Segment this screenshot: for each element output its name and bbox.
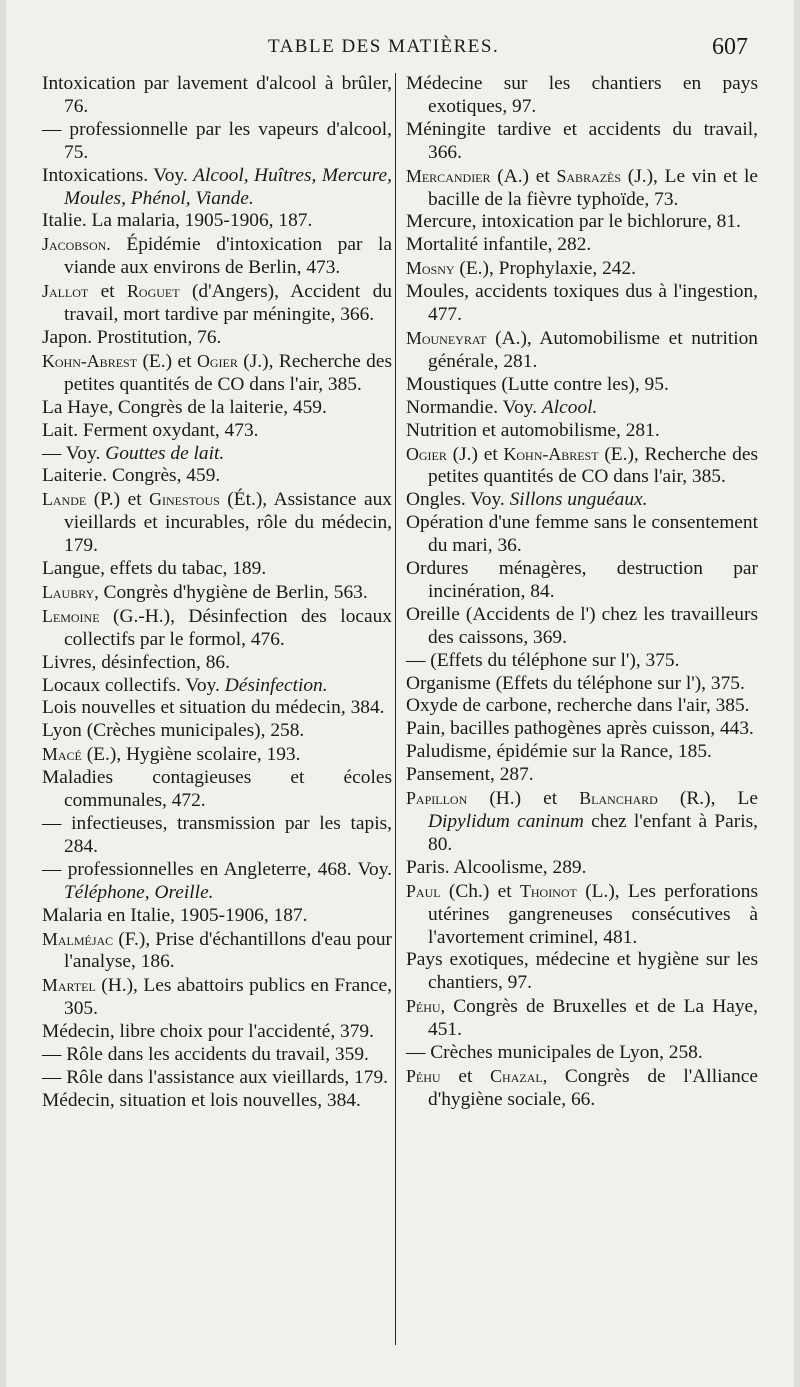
index-entry bbox=[42, 605, 392, 652]
entry-text: Mortalité infantile, 282. bbox=[406, 234, 592, 256]
index-entry bbox=[42, 488, 392, 558]
entry-text: (F.), Prise d'échantillons d'eau pour l'analyse, 186. bbox=[64, 928, 392, 973]
entry-text: — professionnelle par les vapeurs d'alcool, 75. bbox=[42, 118, 392, 163]
author-name: Papillon bbox=[406, 788, 468, 809]
entry-text: Maladies contagieuses et écoles communales, 472. bbox=[42, 767, 392, 812]
entry-text: Laiterie. Congrès, 459. bbox=[42, 465, 221, 487]
entry-text: Langue, effets du tabac, 189. bbox=[42, 558, 267, 580]
index-entry bbox=[42, 443, 392, 466]
index-entry bbox=[406, 165, 758, 212]
index-entry bbox=[42, 720, 392, 743]
index-entry bbox=[406, 257, 758, 281]
italic-reference: Dipylidum caninum bbox=[428, 811, 584, 832]
entry-text: (R.), Le bbox=[657, 788, 758, 810]
index-entry bbox=[406, 995, 758, 1042]
author-name: Lemoine bbox=[42, 605, 100, 626]
entry-text: (H.) et bbox=[467, 788, 580, 810]
author-name: Sabrazès bbox=[556, 165, 622, 186]
book-page bbox=[6, 0, 794, 1387]
index-entry bbox=[406, 718, 758, 741]
index-entry bbox=[42, 928, 392, 975]
entry-text: Congrès de Bruxelles et de La Haye, 451. bbox=[428, 996, 758, 1041]
entry-text: (E.), Prophylaxie, 242. bbox=[454, 258, 637, 280]
entry-text: Congrès de l'Alliance d'hygiène sociale, 66. bbox=[428, 1065, 758, 1110]
index-entry bbox=[42, 905, 392, 928]
italic-reference: Sillons unguéaux. bbox=[509, 489, 648, 511]
entry-text: (E.), Hygiène scolaire, 193. bbox=[81, 744, 301, 766]
entry-text: — Rôle dans les accidents du travail, 359. bbox=[42, 1044, 369, 1066]
index-entry bbox=[42, 558, 392, 581]
entry-text: (H.), Les abattoirs publics en France, 305. bbox=[64, 975, 392, 1020]
index-entry bbox=[406, 73, 758, 119]
index-entry bbox=[406, 443, 758, 490]
entry-text: Congrès d'hygiène de Berlin, 563. bbox=[98, 581, 368, 603]
entry-text: Locaux collectifs. Voy. bbox=[42, 674, 225, 696]
entry-text: Méningite tardive et accidents du travail, 366. bbox=[406, 118, 758, 163]
entry-text: Normandie. Voy. bbox=[406, 396, 542, 418]
author-name: Chazal, bbox=[490, 1065, 548, 1086]
index-column-right bbox=[406, 73, 758, 1112]
entry-text: Livres, désinfection, 86. bbox=[42, 651, 230, 673]
index-entry bbox=[42, 1090, 392, 1113]
entry-text: La Haye, Congrès de la laiterie, 459. bbox=[42, 396, 327, 418]
entry-text: — infectieuses, transmission par les tapis, 284. bbox=[42, 813, 392, 857]
entry-text: et bbox=[440, 1065, 491, 1087]
index-entry bbox=[42, 280, 392, 327]
index-entry bbox=[406, 281, 758, 327]
index-entry bbox=[406, 650, 758, 673]
entry-text: Lyon (Crèches municipales), 258. bbox=[42, 720, 305, 742]
author-name: Thoinot bbox=[519, 880, 577, 901]
entry-text: Médecine sur les chantiers en pays exotiques, 97. bbox=[406, 73, 758, 117]
entry-text: Organisme (Effets du téléphone sur l'), 375. bbox=[406, 672, 745, 694]
entry-text: Ordures ménagères, destruction par incinération, 84. bbox=[406, 558, 758, 602]
author-name: Laubry, bbox=[42, 581, 99, 602]
author-name: Ginestous bbox=[149, 489, 220, 510]
entry-text: (J.), Le vin et le bacille de la fièvre typhoïde, 73. bbox=[428, 165, 758, 210]
author-name: Mercandier bbox=[406, 165, 491, 186]
index-entry bbox=[42, 1067, 392, 1090]
author-name: Jacobson. bbox=[42, 234, 111, 255]
author-name: Jallot bbox=[42, 281, 89, 302]
entry-text: (E.) et bbox=[137, 350, 197, 372]
author-name: Mosny bbox=[406, 258, 455, 279]
index-entry bbox=[406, 211, 758, 234]
entry-text: Lois nouvelles et situation du médecin, 384. bbox=[42, 697, 385, 719]
index-entry bbox=[406, 234, 758, 257]
entry-text: Ongles. Voy. bbox=[406, 489, 510, 511]
index-entry bbox=[42, 233, 392, 280]
entry-text: chez l'enfant à Paris, 80. bbox=[428, 811, 758, 855]
index-entry bbox=[42, 581, 392, 605]
index-entry bbox=[42, 675, 392, 698]
entry-text: Paris. Alcoolisme, 289. bbox=[406, 856, 587, 878]
index-entry bbox=[406, 119, 758, 165]
index-entry bbox=[42, 210, 392, 233]
index-entry bbox=[42, 697, 392, 720]
author-name: Martel bbox=[42, 975, 96, 996]
author-name: Ogier bbox=[406, 443, 447, 464]
italic-reference: Gouttes de lait. bbox=[105, 442, 225, 464]
entry-text: Oreille (Accidents de l') chez les travailleurs des caissons, 369. bbox=[406, 603, 758, 648]
index-entry bbox=[42, 652, 392, 675]
entry-text: Oxyde de carbone, recherche dans l'air, 385. bbox=[406, 695, 750, 717]
index-entry bbox=[42, 420, 392, 443]
entry-text: (G.-H.), Désinfection des locaux collectifs par le formol, 476. bbox=[64, 605, 392, 650]
entry-text: Moules, accidents toxiques dus à l'ingestion, 477. bbox=[406, 281, 758, 326]
index-entry bbox=[406, 420, 758, 443]
entry-text: Mercure, intoxication par le bichlorure, 81. bbox=[406, 211, 741, 233]
italic-reference: Téléphone, Oreille. bbox=[64, 881, 214, 903]
running-title: TABLE DES MATIÈRES. bbox=[268, 36, 500, 57]
entry-text: Lait. Ferment oxydant, 473. bbox=[42, 419, 259, 441]
entry-text: (J.) et bbox=[446, 443, 504, 465]
author-name: Mouneyrat bbox=[406, 327, 487, 348]
author-name: Péhu bbox=[406, 1065, 441, 1086]
index-entry bbox=[42, 327, 392, 350]
entry-text: Épidémie d'intoxication par la viande aux environs de Berlin, 473. bbox=[64, 234, 392, 279]
author-name: Paul bbox=[406, 880, 441, 901]
index-entry bbox=[406, 558, 758, 604]
index-entry bbox=[406, 1042, 758, 1065]
entry-text: Pays exotiques, médecine et hygiène sur les chantiers, 97. bbox=[406, 949, 758, 994]
page-number: 607 bbox=[712, 34, 748, 60]
entry-text: et bbox=[88, 281, 128, 303]
index-entry bbox=[42, 119, 392, 165]
index-entry bbox=[42, 1021, 392, 1044]
entry-text: (A.) et bbox=[490, 165, 557, 187]
index-entry bbox=[406, 787, 758, 857]
entry-text: (E.), Recherche des petites quantités de CO dans l'air, 385. bbox=[428, 443, 758, 488]
index-entry bbox=[406, 397, 758, 420]
entry-text: (Ch.) et bbox=[440, 880, 520, 902]
index-entry bbox=[406, 512, 758, 558]
entry-text: Japon. Prostitution, 76. bbox=[42, 326, 222, 348]
entry-text: Intoxication par lavement d'alcool à brûler, 76. bbox=[42, 73, 392, 117]
entry-text: — professionnelles en Angleterre, 468. Voy. bbox=[42, 858, 392, 880]
index-entry bbox=[42, 859, 392, 905]
index-entry bbox=[406, 489, 758, 512]
index-column-left bbox=[42, 73, 392, 1113]
index-entry bbox=[42, 165, 392, 211]
index-entry bbox=[406, 857, 758, 880]
index-entry bbox=[406, 741, 758, 764]
italic-reference: Alcool, Huîtres, Mercure, Moules, Phénol, Viande. bbox=[64, 164, 392, 209]
entry-text: (A.), Automobilisme et nutrition générale, 281. bbox=[428, 327, 758, 372]
entry-text: Intoxications. Voy. bbox=[42, 164, 194, 186]
entry-text: (Ét.), Assistance aux vieillards et incurables, rôle du médecin, 179. bbox=[64, 489, 393, 557]
entry-text: Nutrition et automobilisme, 281. bbox=[406, 419, 660, 441]
index-entry bbox=[42, 350, 392, 397]
author-name: Macé bbox=[42, 744, 82, 765]
author-name: Roguet bbox=[127, 281, 180, 302]
index-entry bbox=[42, 767, 392, 813]
column-divider bbox=[395, 73, 396, 1345]
index-entry bbox=[42, 397, 392, 420]
entry-text: Italie. La malaria, 1905-1906, 187. bbox=[42, 210, 313, 232]
entry-text: Pain, bacilles pathogènes après cuisson, 443. bbox=[406, 718, 754, 740]
entry-text: (d'Angers), Accident du travail, mort tardive par méningite, 366. bbox=[64, 281, 392, 326]
entry-text: (P.) et bbox=[86, 489, 150, 511]
entry-text: Opération d'une femme sans le consentement du mari, 36. bbox=[406, 512, 758, 557]
index-entry bbox=[406, 673, 758, 696]
italic-reference: Alcool. bbox=[541, 396, 598, 418]
italic-reference: Désinfection. bbox=[224, 674, 328, 696]
entry-text: Malaria en Italie, 1905-1906, 187. bbox=[42, 904, 308, 926]
index-entry bbox=[42, 974, 392, 1021]
author-name: Lande bbox=[42, 489, 87, 510]
index-entry bbox=[406, 327, 758, 374]
entry-text: — (Effets du téléphone sur l'), 375. bbox=[406, 649, 680, 671]
index-entry bbox=[406, 764, 758, 787]
index-entry bbox=[406, 604, 758, 650]
entry-text: Pansement, 287. bbox=[406, 764, 534, 786]
author-name: Ogier bbox=[196, 350, 238, 371]
entry-text: — Crèches municipales de Lyon, 258. bbox=[406, 1042, 703, 1064]
author-name: Kohn-Abrest bbox=[503, 443, 599, 464]
entry-text: (L.), Les perforations utérines gangreneuses consécutives à l'avortement criminel, 481. bbox=[428, 880, 758, 948]
author-name: Péhu, bbox=[406, 996, 446, 1017]
index-entry bbox=[406, 695, 758, 718]
index-entry bbox=[406, 880, 758, 950]
index-entry bbox=[42, 1044, 392, 1067]
entry-text: Moustiques (Lutte contre les), 95. bbox=[406, 373, 669, 395]
author-name: Malméjac bbox=[42, 928, 114, 949]
index-entry bbox=[406, 1065, 758, 1112]
index-entry bbox=[406, 374, 758, 397]
index-entry bbox=[42, 465, 392, 488]
entry-text: — Rôle dans l'assistance aux vieillards, 179. bbox=[42, 1066, 388, 1088]
entry-text: (J.), Recherche des petites quantités de CO dans l'air, 385. bbox=[64, 350, 392, 395]
index-entry bbox=[42, 813, 392, 859]
index-entry bbox=[406, 949, 758, 995]
entry-text: Médecin, libre choix pour l'accidenté, 379. bbox=[42, 1021, 374, 1043]
entry-text: Paludisme, épidémie sur la Rance, 185. bbox=[406, 741, 712, 763]
author-name: Blanchard bbox=[579, 788, 658, 809]
index-entry bbox=[42, 743, 392, 767]
author-name: Kohn-Abrest bbox=[42, 350, 138, 371]
entry-text: Médecin, situation et lois nouvelles, 384. bbox=[42, 1089, 361, 1111]
page-header bbox=[6, 34, 794, 64]
index-entry bbox=[42, 73, 392, 119]
entry-text: — Voy. bbox=[42, 442, 106, 464]
